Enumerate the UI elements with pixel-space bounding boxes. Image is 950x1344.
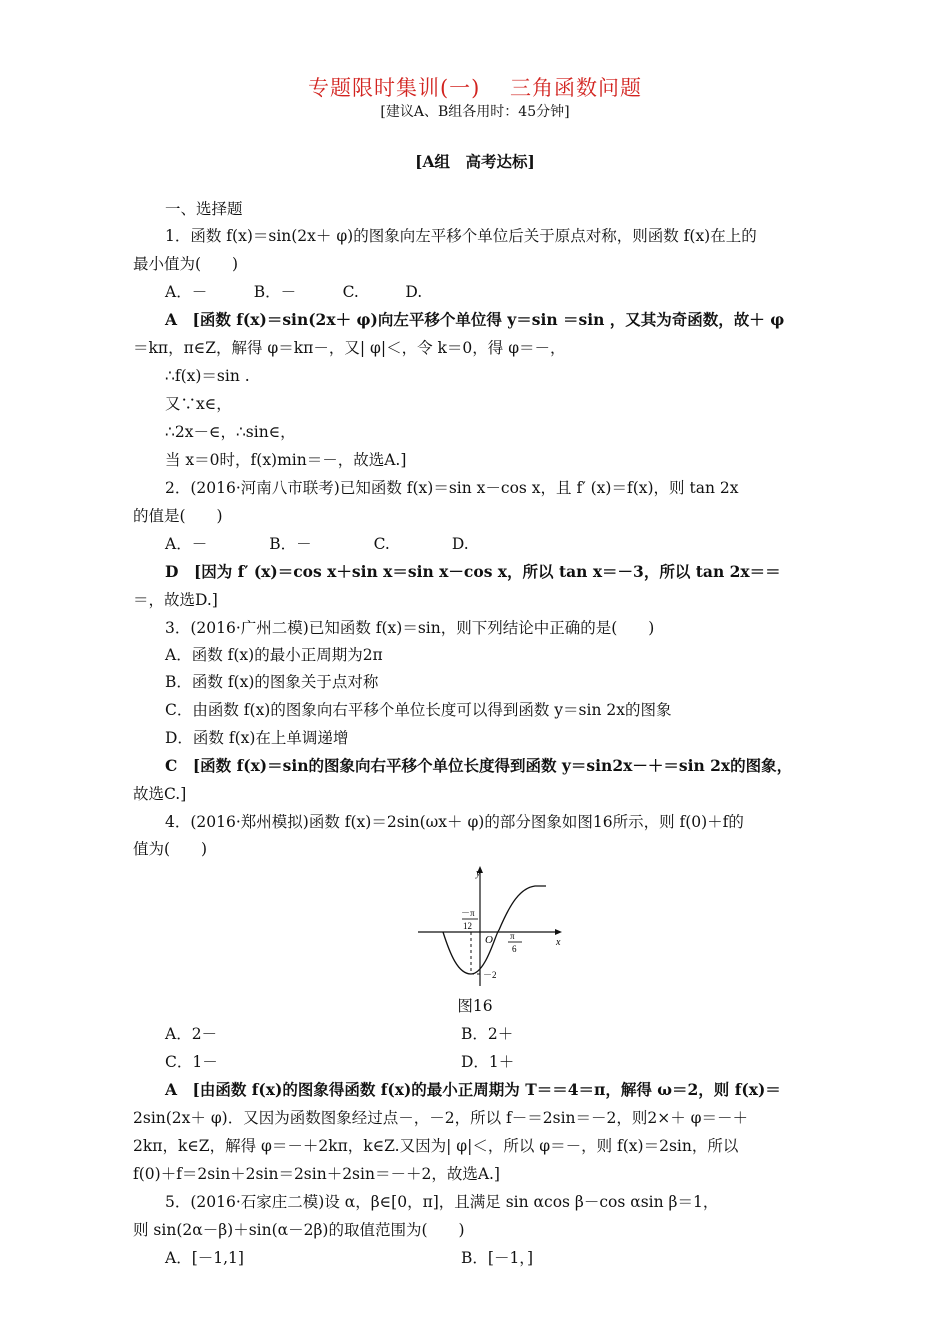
page-title: 专题限时集训(一) 三角函数问题 (307, 76, 643, 100)
q2-stem: 2．(2016·河南八市联考)已知函数 f(x)＝sin x－cos x，且 f′ (x)＝f(x)，则 tan 2x (165, 479, 739, 497)
q1-answer-end: 当 x＝0时，f(x)min＝－，故选A.] (165, 451, 407, 469)
q1-answer: A [函数 f(x)＝sin(2x＋ φ)向左平移个单位得 y＝sin ＝sin ，又其为奇函数，故＋ φ (165, 310, 785, 329)
x-axis-arrow (555, 929, 562, 935)
q1-answer-cont: ∴2x－∈，∴sin∈， (165, 423, 296, 441)
q1-stem-cont: 最小值为( ) (133, 255, 239, 273)
figure-caption: 图16 (457, 997, 493, 1015)
label-neg-pi: －π (461, 908, 475, 918)
q5-stem: 5．(2016·石家庄二模)设 α，β∈[0，π]，且满足 sin αcos β－cos αsin β＝1， (165, 1193, 719, 1211)
q3-answer: C [函数 f(x)＝sin的图象向右平移个单位长度得到函数 y＝sin2x－＋＝sin 2x的图象， (165, 756, 793, 775)
q4-answer-cont: 2kπ，k∈Z，解得 φ＝－＋2kπ，k∈Z.又因为| φ|＜，所以 φ＝－，则 f(x)＝2sin，所以 (133, 1137, 739, 1155)
x-axis-label: x (556, 937, 561, 948)
section-heading: [A组 高考达标] (415, 152, 535, 171)
q4-option-b: B．2＋ (461, 1025, 514, 1043)
q3-answer-end: 故选C.] (133, 785, 187, 803)
q1-answer-cont: ∴f(x)＝sin . (165, 367, 250, 385)
label-6: 6 (512, 944, 517, 954)
label-minimum: －2 (483, 970, 497, 980)
q3-option-a: A．函数 f(x)的最小正周期为2π (165, 646, 383, 664)
q1-options: A．－ B．－ C. D. (165, 283, 423, 301)
q4-answer: A [由函数 f(x)的图象得函数 f(x)的最小正周期为 T＝＝4＝π，解得 ω＝2，则 f(x)＝ (165, 1080, 781, 1099)
q3-option-b: B．函数 f(x)的图象关于点对称 (165, 673, 379, 691)
time-suggestion: [建议A、B组各用时：45分钟] (380, 104, 570, 120)
q5-stem-cont: 则 sin(2α－β)＋sin(α－2β)的取值范围为( ) (133, 1221, 465, 1239)
label-12: 12 (463, 921, 472, 931)
q4-answer-cont: 2sin(2x＋ φ)．又因为函数图象经过点－，－2，所以 f－＝2sin＝－2，则2×＋ φ＝－＋ (133, 1109, 749, 1127)
q4-stem: 4．(2016·郑州模拟)函数 f(x)＝2sin(ωx＋ φ)的部分图象如图16所示，则 f(0)＋f的 (165, 813, 744, 831)
sine-graph-figure (410, 862, 570, 990)
q1-answer-cont: 又∵x∈， (165, 395, 232, 413)
q3-option-c: C．由函数 f(x)的图象向右平移个单位长度可以得到函数 y＝sin 2x的图象 (165, 701, 672, 719)
q2-options: A．－ B．－ C. D. (165, 535, 469, 553)
q1-stem: 1．函数 f(x)＝sin(2x＋ φ)的图象向左平移个单位后关于原点对称，则函数 f(x)在上的 (165, 227, 757, 245)
q2-stem-cont: 的值是( ) (133, 507, 223, 525)
part-heading: 一、选择题 (165, 200, 243, 218)
q5-option-a: A．[－1,1] (165, 1249, 244, 1267)
q3-stem: 3．(2016·广州二模)已知函数 f(x)＝sin，则下列结论中正确的是( ) (165, 619, 655, 637)
q1-answer-cont: ＝kπ，π∈Z，解得 φ＝kπ－，又| φ|＜，令 k＝0，得 φ＝－， (133, 339, 566, 357)
q2-answer: D [因为 f′ (x)＝cos x＋sin x＝sin x－cos x，所以 tan x＝－3，所以 tan 2x＝＝ (165, 562, 781, 581)
label-pi: π (510, 931, 515, 941)
q2-answer-end: ＝，故选D.] (133, 591, 218, 609)
q4-option-c: C．1－ (165, 1053, 218, 1071)
y-axis-label: y (476, 868, 481, 879)
q4-option-d: D．1＋ (461, 1053, 515, 1071)
origin-label: O (485, 934, 493, 946)
q4-answer-end: f(0)＋f＝2sin＋2sin＝2sin＋2sin＝－＋2，故选A.] (133, 1165, 500, 1183)
q4-stem-cont: 值为( ) (133, 840, 208, 858)
sine-curve (443, 886, 546, 974)
q4-option-a: A．2－ (165, 1025, 218, 1043)
q5-option-b: B．[－1，] (461, 1249, 534, 1267)
q3-option-d: D．函数 f(x)在上单调递增 (165, 729, 349, 747)
